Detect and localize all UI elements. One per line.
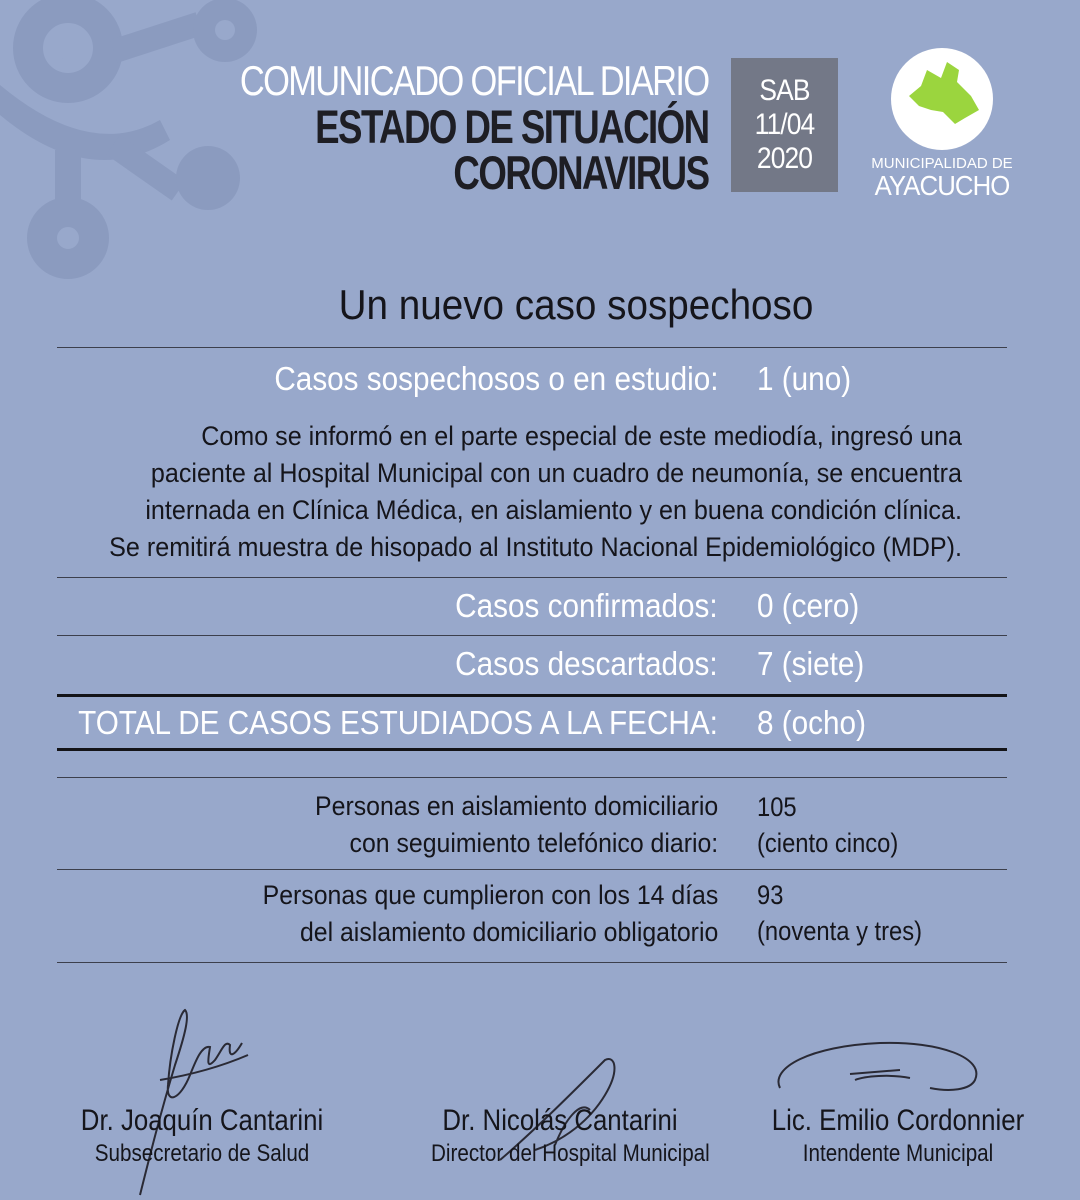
signer-role: Intendente Municipal [802, 1140, 994, 1167]
divider [57, 962, 1007, 963]
signer-role: Director del Hospital Municipal [431, 1140, 710, 1167]
date-daymonth: 11/04 [754, 108, 815, 141]
signature-scribble-3 [770, 1038, 985, 1098]
suspected-value: 1 (uno) [757, 360, 852, 397]
total-label: TOTAL DE CASOS ESTUDIADOS A LA FECHA: [78, 704, 718, 741]
date-day: SAB [759, 74, 810, 107]
divider-thick [57, 694, 1007, 697]
divider [57, 869, 1007, 870]
divider-thick [57, 748, 1007, 751]
completed-value-words: (noventa y tres) [757, 916, 923, 946]
signature-block [410, 1103, 710, 1169]
divider [57, 577, 1007, 578]
total-value: 8 (ocho) [757, 704, 866, 741]
signer-role: Subsecretario de Salud [94, 1140, 310, 1167]
confirmed-label: Casos confirmados: [455, 587, 718, 624]
signature-block [748, 1103, 1048, 1169]
logo-subtitle: MUNICIPALIDAD DE [871, 155, 1013, 172]
header-line-1: COMUNICADO OFICIAL DIARIO [239, 57, 708, 104]
paragraph-line: Como se informó en el parte especial de este mediodía, ingresó una [201, 421, 962, 451]
page-title: Un nuevo caso sospechoso [338, 281, 814, 328]
completed-label [262, 877, 718, 951]
isolation-label-line: Personas en aislamiento domiciliario [314, 791, 718, 821]
map-icon [891, 48, 993, 150]
header-line-2: ESTADO DE SITUACIÓN [314, 100, 708, 153]
suspected-case-paragraph [109, 418, 962, 566]
isolation-label [315, 788, 718, 862]
isolation-value-number: 105 [757, 792, 797, 822]
municipality-logo [862, 48, 1022, 200]
isolation-value-words: (ciento cinco) [757, 828, 899, 858]
isolation-label-line: con seguimiento telefónico diario: [349, 828, 718, 858]
discarded-label: Casos descartados: [455, 645, 718, 682]
completed-value [757, 877, 922, 949]
divider [57, 635, 1007, 636]
paragraph-line: internada en Clínica Médica, en aislamiento y en buena condición clínica. [145, 495, 962, 525]
header-title-block [137, 57, 709, 199]
confirmed-value: 0 (cero) [757, 587, 860, 624]
suspected-label: Casos sospechosos o en estudio: [273, 360, 718, 397]
paragraph-line: Se remitirá muestra de hisopado al Instituto Nacional Epidemiológico (MDP). [109, 532, 962, 562]
divider [57, 777, 1007, 778]
signer-name: Lic. Emilio Cordonnier [771, 1104, 1025, 1137]
completed-label-line: del aislamiento domiciliario obligatorio [299, 917, 718, 947]
date-box [731, 58, 838, 192]
logo-circle [891, 48, 993, 150]
completed-label-line: Personas que cumplieron con los 14 días [262, 880, 718, 910]
discarded-value: 7 (siete) [757, 645, 865, 682]
completed-value-number: 93 [757, 880, 784, 910]
signature-block [52, 1103, 352, 1169]
header-line-3: CORONAVIRUS [452, 146, 708, 199]
paragraph-line: paciente al Hospital Municipal con un cuadro de neumonía, se encuentra [150, 458, 962, 488]
signer-name: Dr. Joaquín Cantarini [80, 1104, 324, 1137]
divider [57, 347, 1007, 348]
signer-name: Dr. Nicolás Cantarini [442, 1104, 678, 1137]
logo-name: AYACUCHO [874, 170, 1010, 201]
date-year: 2020 [756, 142, 813, 175]
isolation-value [757, 789, 898, 861]
